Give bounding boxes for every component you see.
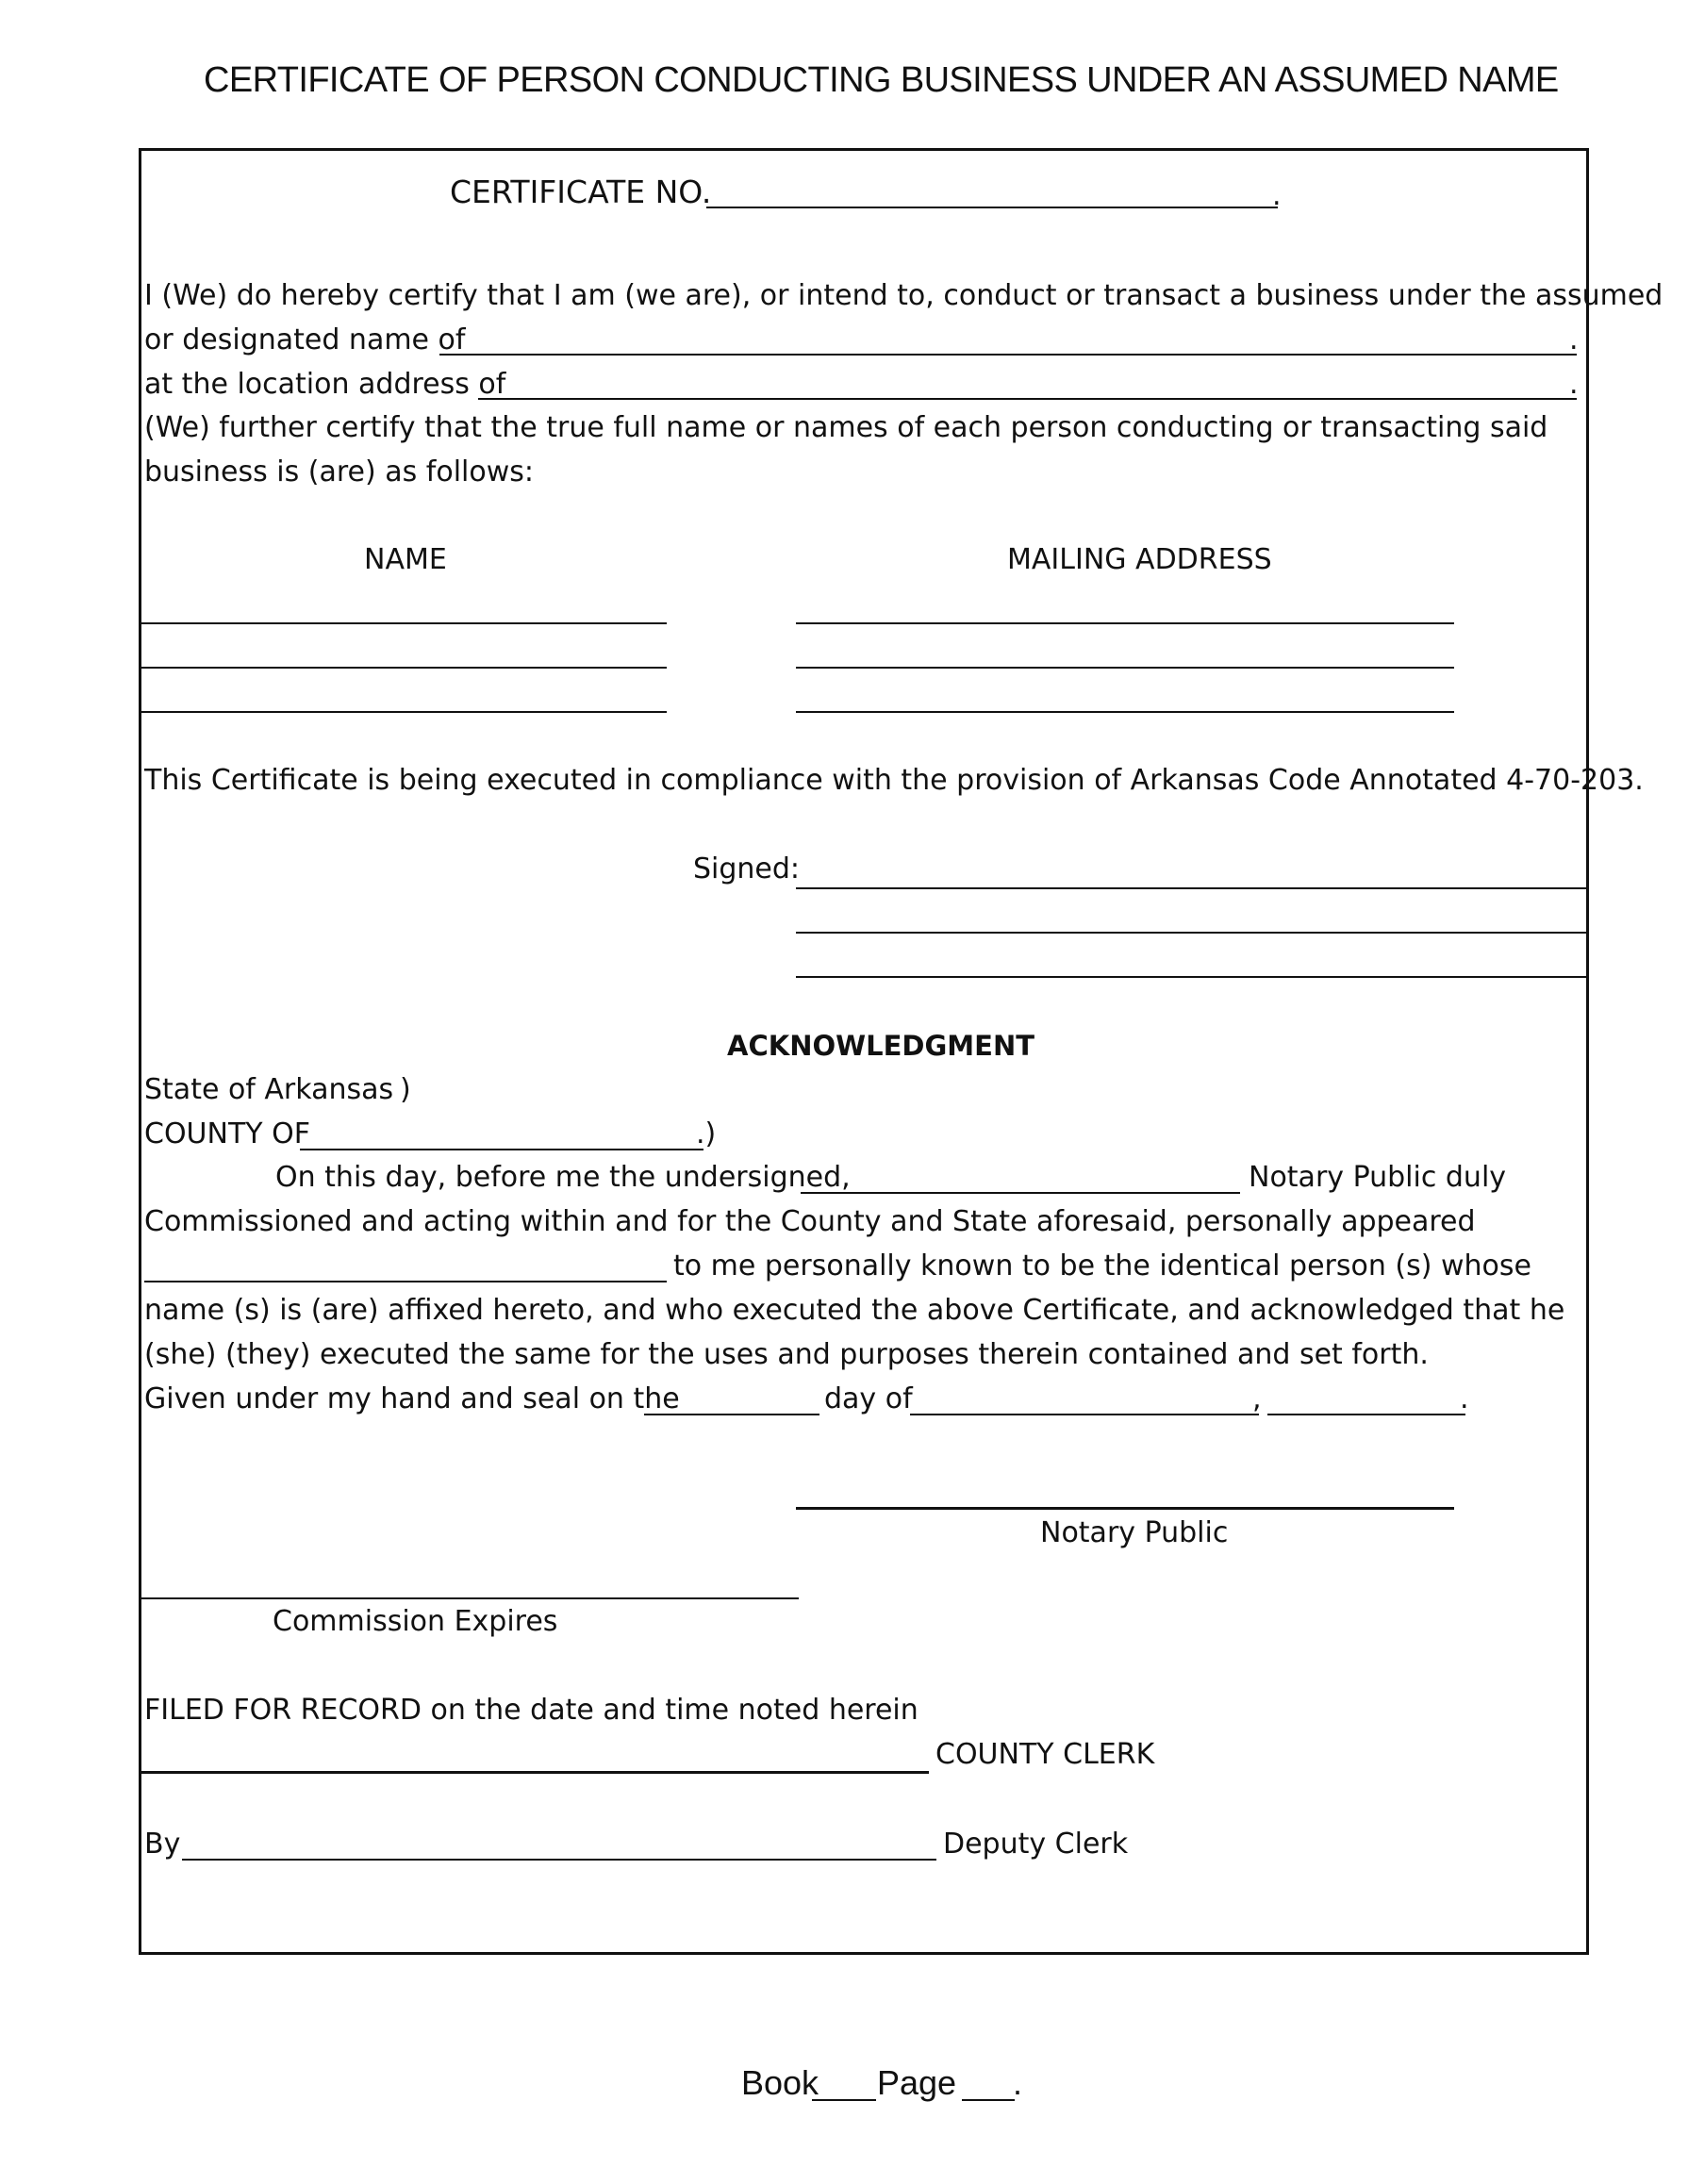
name-field-2[interactable] [139,667,667,669]
commission-expires-field[interactable] [139,1597,799,1599]
county-bracket: .) [696,1117,717,1150]
name-field-1[interactable] [139,622,667,624]
notary-signature-field[interactable] [796,1507,1454,1510]
ack-line-5: (she) (they) executed the same for the uses and purposes therein contained and set forth. [144,1338,1429,1371]
county-clerk-label: COUNTY CLERK [935,1738,1155,1771]
page-label: Page [877,2063,957,2102]
ack-line-1a: On this day, before me the undersigned, [275,1161,851,1194]
deputy-clerk-signature-field[interactable] [182,1859,936,1861]
notary-name-field[interactable] [801,1192,1240,1194]
certificate-no-period: . [1272,179,1282,212]
book-number-field[interactable] [812,2099,876,2101]
location-address-field[interactable] [478,398,1577,400]
address-field-1[interactable] [796,622,1454,624]
intro-line-5: business is (are) as follows: [144,455,535,488]
county-field[interactable] [300,1149,703,1150]
intro-line-1: I (We) do hereby certify that I am (we are), or intend to, conduct or transact a business under the assumed [144,279,1663,312]
county-label: COUNTY OF [144,1117,311,1150]
mailing-address-column-heading: MAILING ADDRESS [1007,543,1272,576]
assumed-name-period: . [1569,323,1579,356]
ack-line-4: name (s) is (are) affixed hereto, and who executed the above Certificate, and acknowledged that he [144,1294,1565,1327]
day-of-label: day of [824,1382,913,1415]
intro-line-4: (We) further certify that the true full name or names of each person conducting or transacting said [144,411,1548,444]
deputy-clerk-label: Deputy Clerk [943,1828,1129,1861]
address-field-2[interactable] [796,667,1454,669]
page-period: . [1013,2063,1023,2102]
compliance-statement: This Certificate is being executed in compliance with the provision of Arkansas Code Annotated 4-70-203. [144,764,1644,797]
notary-public-label: Notary Public [1040,1516,1229,1549]
assumed-name-field[interactable] [439,354,1577,356]
state-bracket: ) [400,1073,411,1106]
intro-line-2: or designated name of [144,323,466,356]
signature-field-2[interactable] [796,932,1586,934]
signature-field-1[interactable] [796,887,1586,889]
given-label: Given under my hand and seal on the [144,1382,680,1415]
location-address-period: . [1569,368,1579,401]
state-label: State of Arkansas [144,1073,394,1106]
certificate-no-field[interactable] [706,207,1278,208]
acknowledgment-heading: ACKNOWLEDGMENT [727,1030,1034,1062]
county-clerk-signature-field[interactable] [139,1771,929,1774]
by-label: By [144,1828,181,1861]
page-number-field[interactable] [962,2099,1015,2101]
name-column-heading: NAME [364,543,447,576]
year-period: . [1460,1382,1469,1415]
month-comma: , [1252,1382,1262,1415]
name-field-3[interactable] [139,711,667,713]
intro-line-3: at the location address of [144,368,506,401]
book-label: Book [741,2063,819,2102]
appeared-person-field[interactable] [144,1281,667,1282]
address-field-3[interactable] [796,711,1454,713]
form-title: CERTIFICATE OF PERSON CONDUCTING BUSINESS UNDER AN ASSUMED NAME [204,60,1559,100]
commission-expires-label: Commission Expires [273,1605,558,1638]
ack-line-3: to me personally known to be the identical person (s) whose [673,1249,1531,1282]
ack-line-2: Commissioned and acting within and for the County and State aforesaid, personally appeared [144,1205,1476,1238]
certificate-no-label: CERTIFICATE NO. [450,174,712,210]
ack-line-1b: Notary Public duly [1249,1161,1507,1194]
signature-field-3[interactable] [796,976,1586,978]
signed-label: Signed: [693,852,801,885]
given-year-field[interactable] [1267,1414,1465,1415]
given-month-field[interactable] [910,1414,1259,1415]
given-day-field[interactable] [644,1414,819,1415]
filed-for-record-label: FILED FOR RECORD on the date and time noted herein [144,1694,918,1727]
